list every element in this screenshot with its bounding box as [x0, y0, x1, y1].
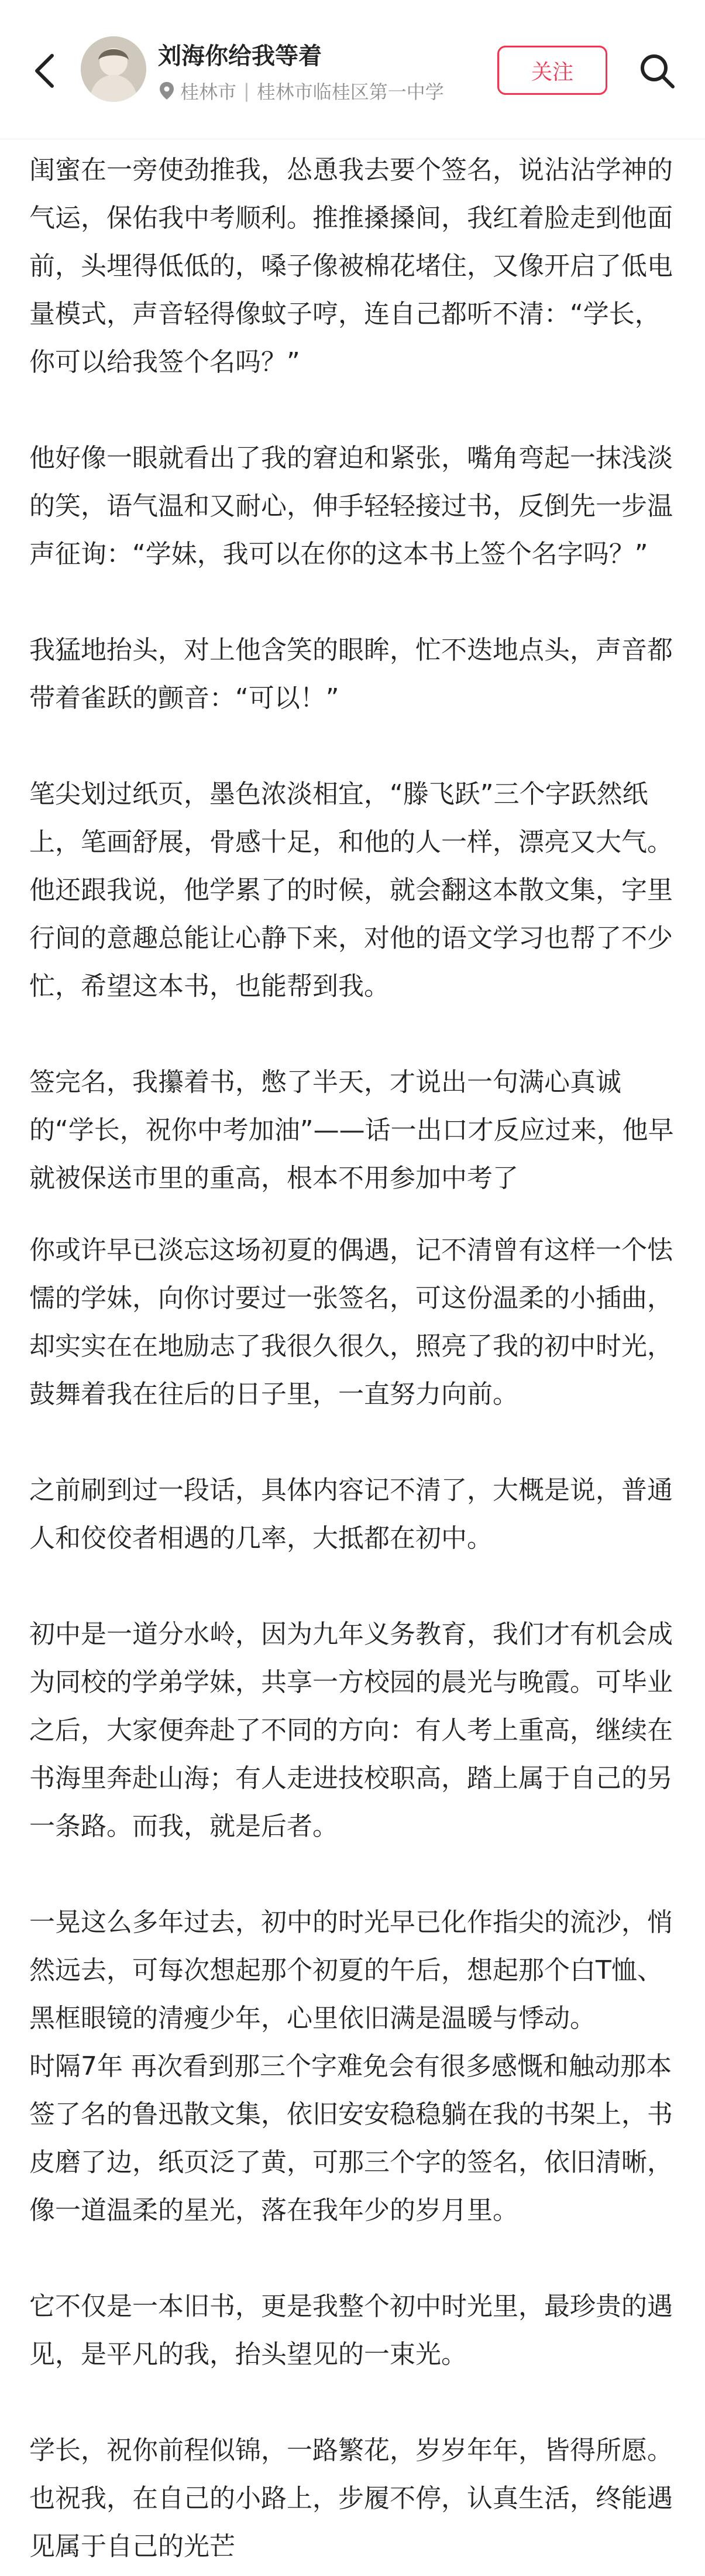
- post-paragraph-13: 也祝我，在自己的小路上，步履不停，认真生活，终能遇见属于自己的光芒: [29, 2483, 673, 2561]
- back-button[interactable]: [23, 44, 64, 97]
- author-name[interactable]: 刘海你给我等着: [158, 43, 322, 70]
- paragraph-gap: [29, 1010, 676, 1059]
- location-pin-icon: [158, 81, 176, 101]
- location-detail: 桂林市临桂区第一中学: [256, 81, 444, 103]
- paragraph-gap: [29, 1419, 676, 1467]
- post-paragraph-2: 他好像一眼就看出了我的窘迫和紧张，嘴角弯起一抹浅淡的笑，语气温和又耐心，伸手轻轻接过书，反倒先一步温声征询：“学妹，我可以在你的这本书上签个名字吗？”: [29, 443, 673, 569]
- paragraph-gap: [29, 578, 676, 626]
- follow-button[interactable]: 关注: [497, 46, 607, 95]
- avatar-image: [81, 36, 146, 102]
- search-button[interactable]: [631, 44, 683, 97]
- location-city: 桂林市: [180, 81, 237, 103]
- post-paragraph-10: 时隔7年 再次看到那三个字难免会有很多感慨和触动那本签了名的鲁迅散文集，依旧安安稳稳躺在我的书架上，书皮磨了边，纸页泛了黄，可那三个字的签名，依旧清晰，像一道温柔的星光，落在我年少的岁月里。: [29, 2051, 673, 2225]
- post-paragraph-11: 它不仅是一本旧书，更是我整个初中时光里，最珍贵的遇见，是平凡的我，抬头望见的一束光。: [29, 2291, 673, 2369]
- location-info[interactable]: [158, 77, 474, 104]
- post-paragraph-5: 签完名，我攥着书，憋了半天，才说出一句满心真诚的“学长，祝你中考加油”——话一出口才反应过来，他早就被保送市里的重高，根本不用参加中考了: [29, 1067, 674, 1193]
- paragraph-gap: [29, 2379, 676, 2427]
- paragraph-gap: [29, 1203, 676, 1227]
- paragraph-gap: [29, 386, 676, 434]
- back-arrow-icon: [32, 52, 56, 90]
- post-paragraph-1: 闺蜜在一旁使劲推我，怂恿我去要个签名，说沾沾学神的气运，保佑我中考顺利。推推搡搡间，我红着脸走到他面前，头埋得低低的，嗓子像被棉花堵住，又像开启了低电量模式，声音轻得像蚊子哼，连自己都听不清：“学长，你可以给我签个名吗？”: [29, 155, 673, 377]
- location-separator: |: [243, 80, 250, 102]
- post-paragraph-4: 笔尖划过纸页，墨色浓淡相宜，“滕飞跃”三个字跃然纸上，笔画舒展，骨感十足，和他的人一样，漂亮又大气。他还跟我说，他学累了的时候，就会翻这本散文集，字里行间的意趣总能让心静下来，对他的语文学习也帮了不少忙，希望这本书，也能帮到我。: [29, 779, 673, 1001]
- paragraph-gap: [29, 1851, 676, 1899]
- post-paragraph-9: 一晃这么多年过去，初中的时光早已化作指尖的流沙，悄然远去，可每次想起那个初夏的午后，想起那个白T恤、黑框眼镜的清瘦少年，心里依旧满是温暖与悸动。: [29, 1907, 673, 2033]
- post-body: [29, 146, 676, 2571]
- user-avatar[interactable]: [81, 36, 146, 102]
- post-paragraph-12: 学长，祝你前程似锦，一路繁花，岁岁年年，皆得所愿。: [29, 2435, 673, 2465]
- paragraph-gap: [29, 1563, 676, 1611]
- post-paragraph-7: 之前刷到过一段话，具体内容记不清了，大概是说，普通人和佼佼者相遇的几率，大抵都在初中。: [29, 1475, 673, 1553]
- paragraph-gap: [29, 722, 676, 770]
- search-icon: [638, 52, 676, 90]
- post-paragraph-6: 你或许早已淡忘这场初夏的偶遇，记不清曾有这样一个怯懦的学妹，向你讨要过一张签名，可这份温柔的小插曲，却实实在在地励志了我很久很久，照亮了我的初中时光，鼓舞着我在往后的日子里，一直努力向前。: [29, 1235, 673, 1409]
- top-navigation-bar: [0, 0, 705, 139]
- paragraph-gap: [29, 2235, 676, 2283]
- post-paragraph-8: 初中是一道分水岭，因为九年义务教育，我们才有机会成为同校的学弟学妹，共享一方校园的晨光与晚霞。可毕业之后，大家便奔赴了不同的方向：有人考上重高，继续在书海里奔赴山海；有人走进技校职高，踏上属于自己的另一条路。而我，就是后者。: [29, 1619, 673, 1841]
- post-paragraph-3: 我猛地抬头，对上他含笑的眼眸，忙不迭地点头，声音都带着雀跃的颤音：“可以！”: [29, 635, 673, 713]
